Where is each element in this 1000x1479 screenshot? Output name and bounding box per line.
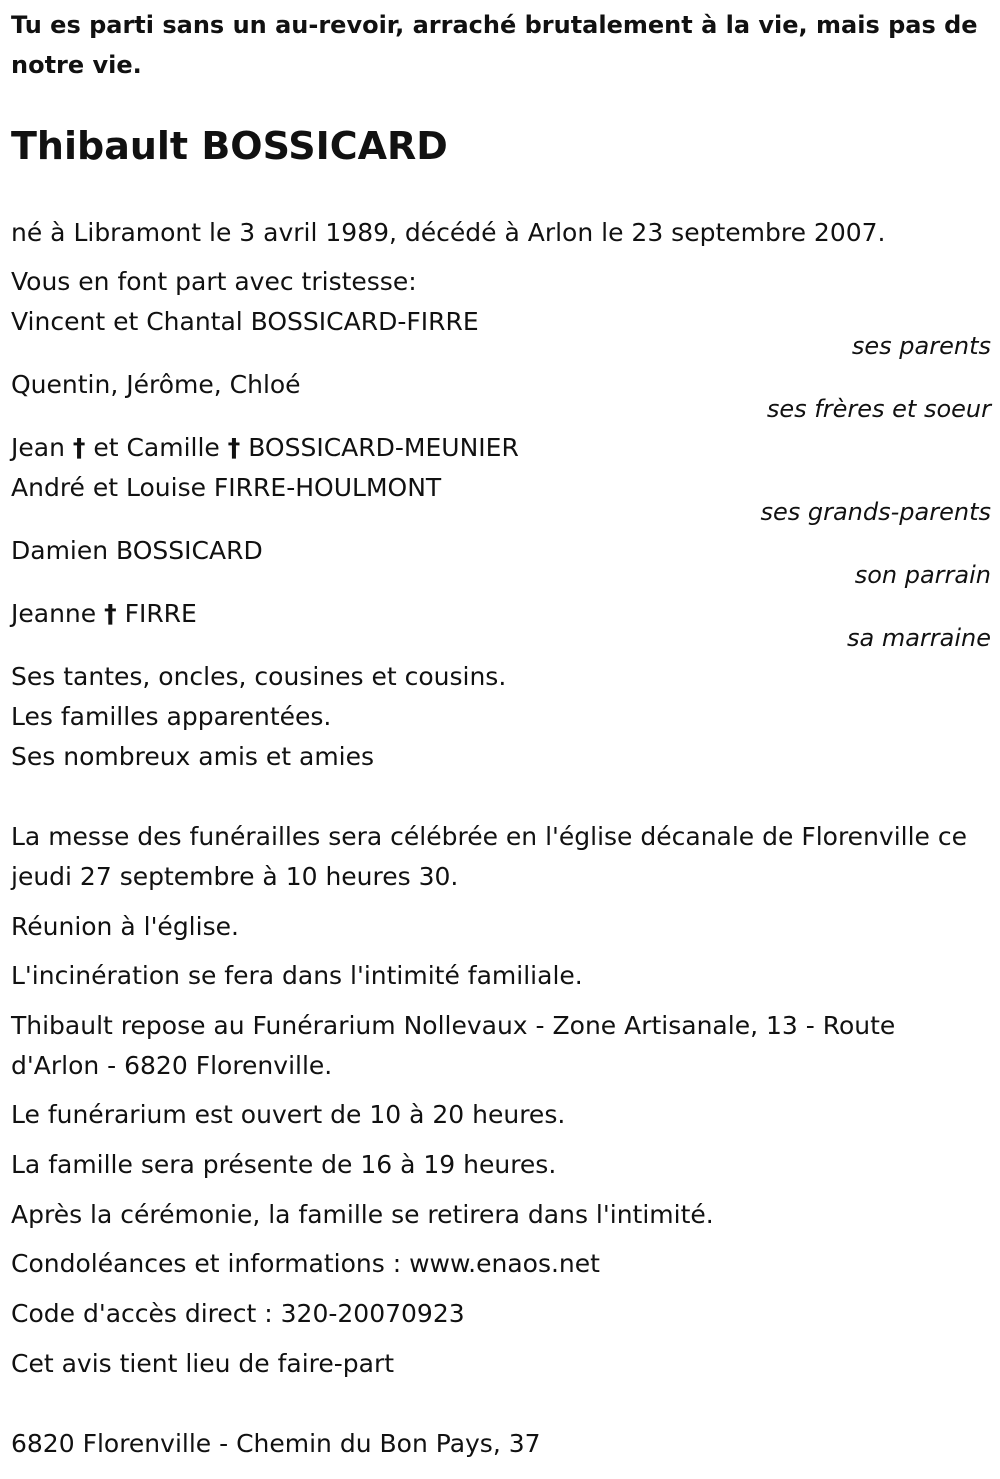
grandparents-line-2: André et Louise FIRRE-HOULMONT	[11, 473, 442, 502]
parents-role: ses parents	[851, 332, 991, 360]
cross-icon: †	[104, 599, 117, 628]
after-ceremony: Après la cérémonie, la famille se retirera dans l'intimité.	[11, 1200, 714, 1229]
grandparent-surname: BOSSICARD-MEUNIER	[248, 433, 519, 462]
godmother-surname: FIRRE	[124, 599, 197, 628]
cross-icon: †	[227, 433, 241, 462]
funerarium-location: Thibault repose au Funérarium Nollevaux - Zone Artisanale, 13 - Route d'Arlon - 6820 Florenville.	[11, 1011, 896, 1080]
funerarium-hours: Le funérarium est ouvert de 10 à 20 heures.	[11, 1100, 566, 1129]
deceased-name: Thibault BOSSICARD	[11, 124, 448, 168]
extended-family-3: Ses nombreux amis et amies	[11, 742, 375, 771]
godfather-role: son parrain	[854, 561, 991, 589]
siblings-names: Quentin, Jérôme, Chloé	[11, 370, 301, 399]
family-presence: La famille sera présente de 16 à 19 heures.	[11, 1150, 557, 1179]
godmother-first-name: Jeanne	[11, 599, 97, 628]
funeral-mass: La messe des funérailles sera célébrée en l'église décanale de Florenville ce jeudi 27 septembre à 10 heures 30.	[11, 822, 967, 891]
grandparent-conjunction: et Camille	[93, 433, 220, 462]
faire-part-note: Cet avis tient lieu de faire-part	[11, 1349, 395, 1378]
godmother-role: sa marraine	[846, 624, 991, 652]
cremation-note: L'incinération se fera dans l'intimité familiale.	[11, 961, 583, 990]
siblings-role: ses frères et soeur	[766, 395, 991, 423]
announcement-line: Vous en font part avec tristesse:	[11, 267, 417, 296]
intro-quote: Tu es parti sans un au-revoir, arraché brutalement à la vie, mais pas de notre vie.	[11, 11, 978, 79]
godmother-line	[11, 594, 197, 634]
godfather-names: Damien BOSSICARD	[11, 536, 263, 565]
condolences-info: Condoléances et informations : www.enaos.net	[11, 1249, 600, 1278]
birth-death-line: né à Libramont le 3 avril 1989, décédé à Arlon le 23 septembre 2007.	[11, 218, 886, 247]
meeting-point: Réunion à l'église.	[11, 912, 239, 941]
grandparents-line-1	[11, 428, 519, 468]
parents-names: Vincent et Chantal BOSSICARD-FIRRE	[11, 307, 479, 336]
cross-icon: †	[72, 433, 86, 462]
extended-family-2: Les familles apparentées.	[11, 702, 332, 731]
family-address: 6820 Florenville - Chemin du Bon Pays, 37	[11, 1429, 541, 1458]
grandparents-role: ses grands-parents	[760, 498, 991, 526]
grandparent-first-name: Jean	[11, 433, 65, 462]
extended-family-1: Ses tantes, oncles, cousines et cousins.	[11, 662, 507, 691]
access-code: Code d'accès direct : 320-20070923	[11, 1299, 465, 1328]
